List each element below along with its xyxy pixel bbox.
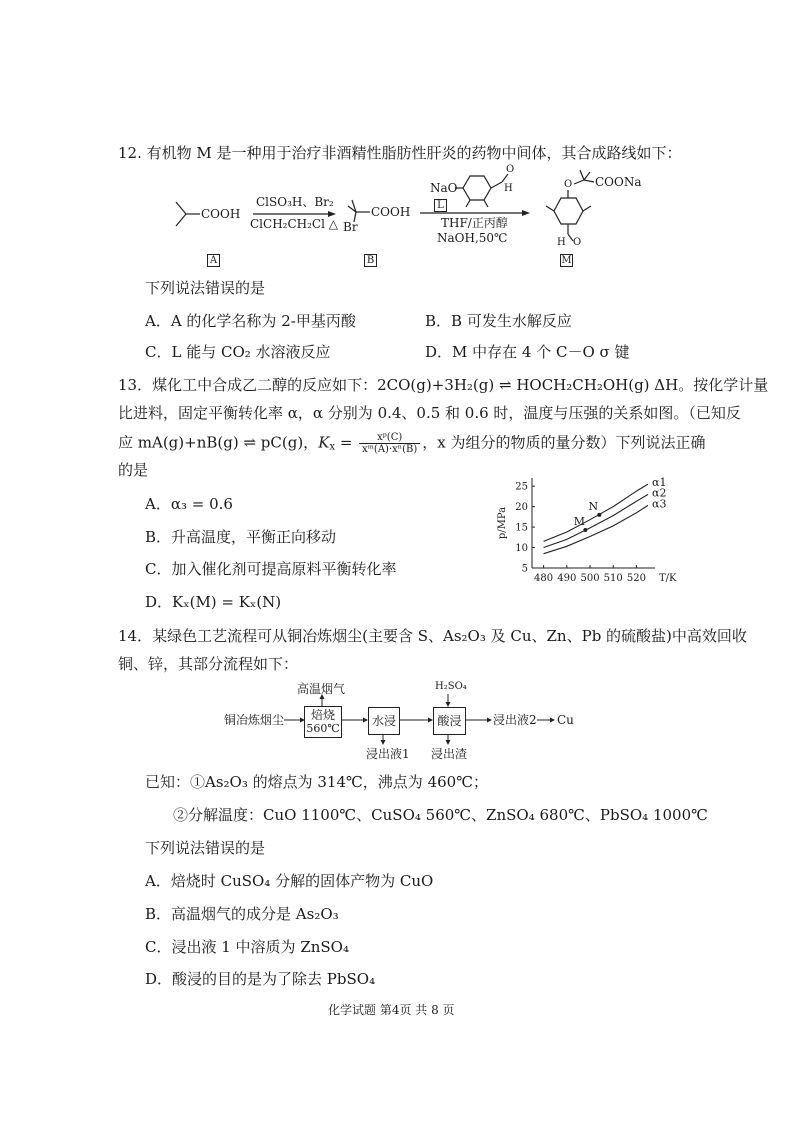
m-label: M: [561, 255, 572, 266]
kx-symbol: K: [318, 433, 330, 452]
m-coona: COONa: [595, 175, 642, 189]
acid-box: 酸浸: [433, 707, 466, 735]
kx-numerator: xᵖ(C): [359, 432, 420, 444]
flow-leach2: 浸出液2: [493, 713, 537, 727]
series-label-α3: α3: [652, 497, 667, 511]
b-label: B: [364, 254, 377, 267]
q14-option-d[interactable]: D．酸浸的目的是为了除去 PbSO₄: [145, 970, 376, 988]
series-label-α1: α1: [652, 476, 667, 490]
q12-stem: 12. 有机物 M 是一种用于治疗非酒精性脂肪性肝炎的药物中间体，其合成路线如下：: [118, 144, 682, 162]
q14-line1: 14．某绿色工艺流程可从铜冶炼烟尘(主要含 S、As₂O₃ 及 Cu、Zn、Pb 的硫酸盐)中高效回收: [118, 627, 747, 645]
x-tick-label: 480: [534, 573, 554, 584]
flow-leach1: 浸出液1: [366, 747, 410, 761]
y-tick-label: 15: [515, 522, 528, 534]
q14-line2: 铜、锌，其部分流程如下：: [118, 655, 299, 673]
x-tick-label: 490: [557, 573, 577, 584]
b-br: Br: [343, 220, 358, 234]
m-ald-h: H: [557, 237, 566, 248]
reagent-1-bottom: ClCH₂CH₂Cl △: [250, 217, 338, 231]
q13-line3-a: 应 mA(g)+nB(g) ⇌ pC(g)，: [118, 433, 319, 452]
arrow-leach2-cu-head: [550, 718, 555, 723]
roast-temp: 560℃: [306, 722, 340, 735]
b-cooh: COOH: [371, 205, 411, 219]
l-nao: NaO: [430, 181, 458, 195]
q13-line4: 的是: [118, 461, 149, 479]
x-tick-label: 510: [603, 573, 623, 584]
q12-option-a[interactable]: A．A 的化学名称为 2-甲基丙酸: [145, 312, 356, 330]
l-label: L: [434, 199, 447, 212]
flow-acid-in: H₂SO₄: [435, 681, 467, 692]
page-footer: 化学试题 第4页 共 8 页: [328, 1003, 455, 1017]
l-ald-o: O: [506, 164, 515, 175]
y-axis-label: p/MPa: [497, 506, 508, 540]
y-tick-label: 20: [515, 502, 528, 514]
q12-option-b[interactable]: B．B 可发生水解反应: [425, 312, 572, 330]
a-label: A: [207, 254, 220, 267]
water-box: 水浸: [368, 707, 400, 735]
q14-option-a[interactable]: A．焙烧时 CuSO₄ 分解的固体产物为 CuO: [145, 872, 434, 890]
flow-input: 铜冶炼烟尘: [224, 713, 285, 727]
arrow-acid-leach2-head: [487, 718, 492, 723]
x-axis-label: T/K: [659, 573, 677, 584]
reagent-2-mid: THF/正丙醇: [441, 216, 508, 230]
point-label-N: N: [588, 499, 599, 513]
q13-line1: 13．煤化工中合成乙二醇的反应如下：2CO(g)+3H₂(g) ⇌ HOCH₂CH₂OH(g) ΔH。按化学计量: [118, 376, 769, 394]
y-tick-label: 5: [521, 563, 528, 575]
reagent-1-top: ClSO₃H、Br₂: [256, 195, 334, 209]
q14-known-2: ②分解温度：CuO 1100℃、CuSO₄ 560℃、ZnSO₄ 680℃、PbSO₄ 1000℃: [173, 806, 708, 824]
m-ald-o: O: [573, 237, 582, 248]
q13-option-c[interactable]: C．加入催化剂可提高原料平衡转化率: [145, 560, 397, 578]
kx-subscript: x: [329, 441, 336, 453]
kx-equals: =: [335, 433, 358, 452]
q14-known-1: 已知：①As₂O₃ 的熔点为 314℃，沸点为 460℃；: [145, 773, 488, 791]
kx-denominator: xᵐ(A)·xⁿ(B): [362, 444, 418, 455]
x-tick-label: 500: [580, 573, 600, 584]
q12-question: 下列说法错误的是: [145, 279, 266, 297]
m-o: O: [564, 179, 573, 190]
point-label-M: M: [573, 514, 586, 528]
q13-option-b[interactable]: B．升高温度，平衡正向移动: [145, 528, 337, 546]
q12-option-d[interactable]: D．M 中存在 4 个 C－O σ 键: [425, 343, 630, 361]
flow-residue: 浸出渣: [431, 747, 468, 761]
a-cooh: COOH: [201, 207, 241, 221]
l-ald-h: H: [504, 183, 513, 194]
q12-option-c[interactable]: C．L 能与 CO₂ 水溶液反应: [145, 343, 331, 361]
q13-option-d[interactable]: D．Kₓ(M) = Kₓ(N): [145, 593, 282, 611]
x-tick-label: 520: [626, 573, 646, 584]
q13-option-a[interactable]: A．α₃ = 0.6: [145, 495, 233, 513]
roast-label: 焙烧: [310, 708, 335, 722]
reagent-2-bottom: NaOH,50℃: [437, 231, 508, 245]
series-label-α2: α2: [652, 486, 667, 500]
q13-line2: 比进料，固定平衡转化率 α，α 分别为 0.4、0.5 和 0.6 时，温度与压强的关系如图。（已知反: [118, 404, 741, 422]
flow-gas: 高温烟气: [297, 682, 346, 696]
q14-option-b[interactable]: B．高温烟气的成分是 As₂O₃: [145, 905, 339, 923]
q14-option-c[interactable]: C．浸出液 1 中溶质为 ZnSO₄: [145, 938, 349, 956]
y-tick-label: 10: [515, 543, 528, 555]
arrow-residue-head: [446, 740, 451, 745]
q14-question: 下列说法错误的是: [145, 839, 266, 857]
q13-line3-b: ，x 为组分的物质的量分数）下列说法正确: [422, 433, 706, 452]
flow-cu: Cu: [557, 713, 574, 727]
roast-box: [304, 706, 342, 738]
y-tick-label: 25: [515, 481, 528, 493]
arrow-leach1-head: [381, 740, 386, 745]
